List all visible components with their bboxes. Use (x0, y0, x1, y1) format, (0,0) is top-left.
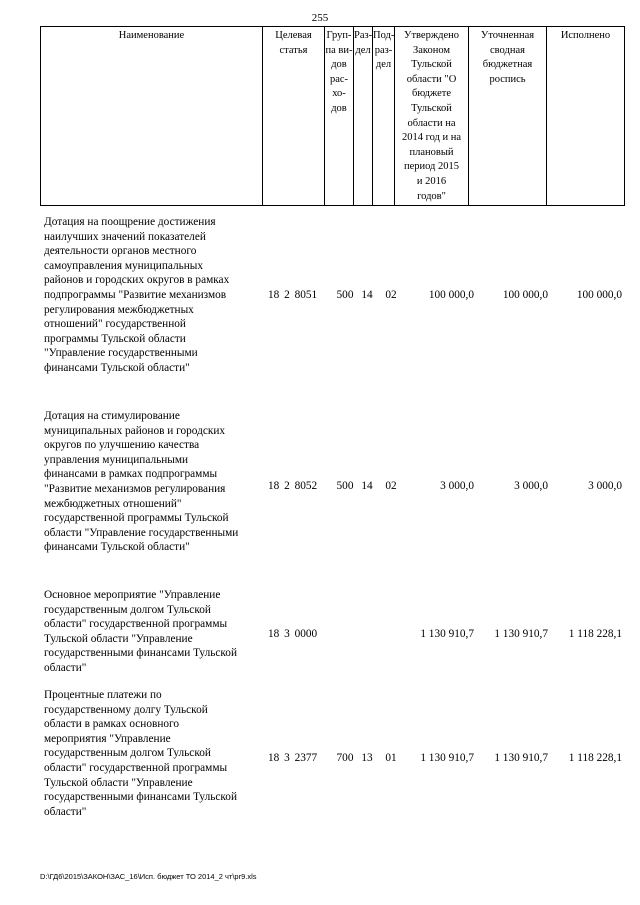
row-executed: 1 118 228,1 (568, 628, 622, 640)
text-line: области" (44, 661, 87, 674)
row-section: 14 (361, 289, 373, 301)
header-target-article (263, 27, 325, 206)
text-line: Целевая (275, 30, 312, 41)
page-number: 255 (311, 12, 329, 24)
table-header (40, 26, 625, 206)
text-line: роспись (489, 73, 526, 85)
row-subsection: 02 (385, 480, 397, 492)
text-line: па ви- (325, 44, 353, 56)
text-line: управления муниципальными (44, 453, 189, 466)
text-line: и 2016 (416, 175, 447, 187)
text-line: статья (279, 44, 308, 56)
text-line: регулирования межбюджетных (44, 303, 194, 316)
row-expense-group: 700 (336, 752, 354, 764)
row-specified: 1 130 910,7 (494, 628, 548, 640)
text-line: сводная (490, 44, 525, 56)
text-line: округов по улучшению качества (44, 439, 200, 452)
text-line: области "О (406, 73, 457, 85)
text-line: государственной программы Тульской (44, 512, 229, 525)
text-line: области на (407, 117, 456, 129)
text-line: области" государственной программы (44, 618, 228, 631)
text-line: 2014 год и на (401, 132, 462, 144)
header-subsection (373, 27, 395, 206)
row-approved: 3 000,0 (440, 480, 474, 492)
text-line: раз- (374, 44, 393, 56)
text-line: Под- (373, 30, 395, 41)
row-approved: 1 130 910,7 (420, 628, 474, 640)
text-line: Тульской (411, 102, 452, 114)
text-line: "Управление государственными (44, 347, 198, 360)
file-path-footer: D:\ГД6\2015\ЗАКОН\ЗАС_16\Исп. бюджет ТО 2014_2 чт\pr9.xls (40, 872, 257, 881)
text-line: Наименование (118, 30, 185, 41)
row-target-article: 18 3 2377 (268, 752, 318, 764)
header-approved (395, 27, 469, 206)
header-specified-budget (469, 27, 547, 206)
text-line: бюджете (411, 88, 452, 100)
text-line: государственными финансами Тульской (44, 647, 237, 660)
text-line: деятельности органов местного (44, 245, 197, 258)
text-line: области" (44, 805, 87, 818)
text-line: государственным долгом Тульской (44, 747, 211, 760)
row-expense-group: 500 (336, 480, 354, 492)
row-executed: 3 000,0 (588, 480, 622, 492)
row-subsection: 02 (385, 289, 397, 301)
text-line: программы Тульской области (44, 332, 186, 345)
text-line: дов (331, 102, 347, 114)
row-section: 13 (361, 752, 373, 764)
text-line: Тульской (411, 59, 452, 71)
row-target-article: 18 2 8052 (268, 480, 318, 492)
text-line: области "Управление государственными (44, 526, 239, 539)
row-specified: 100 000,0 (502, 289, 548, 301)
text-line: государственными финансами Тульской (44, 791, 237, 804)
header-name (41, 27, 263, 206)
row-specified: 3 000,0 (514, 480, 548, 492)
text-line: финансами в рамках подпрограммы (44, 468, 218, 481)
header-expense-group (325, 27, 354, 206)
text-line: наилучших значений показателей (44, 230, 206, 243)
text-line: Исполнено (560, 30, 611, 41)
row-approved: 1 130 910,7 (420, 752, 474, 764)
text-line: отношений" государственной (44, 318, 186, 331)
text-line: Утверждено (404, 30, 459, 41)
text-line: годов" (417, 190, 446, 202)
text-line: Процентные платежи по (44, 689, 162, 701)
text-line: самоуправления муниципальных (44, 259, 204, 272)
text-line: Дотация на поощрение достижения (44, 216, 216, 228)
row-executed: 1 118 228,1 (568, 752, 622, 764)
text-line: дел (375, 59, 392, 71)
row-target-article: 18 3 0000 (268, 628, 318, 640)
text-line: Тульской области "Управление (44, 632, 193, 645)
row-target-article: 18 2 8051 (268, 289, 318, 301)
text-line: дов (331, 59, 347, 71)
row-subsection: 01 (385, 752, 397, 764)
row-expense-group: 500 (336, 289, 354, 301)
text-line: Дотация на стимулирование (44, 410, 180, 422)
header-executed (547, 27, 625, 206)
text-line: рас- (329, 73, 349, 85)
text-line: Груп- (326, 30, 352, 41)
text-line: плановый (409, 146, 454, 158)
text-line: финансами Тульской области" (44, 361, 190, 374)
row-executed: 100 000,0 (576, 289, 622, 301)
text-line: области в рамках основного (44, 718, 180, 731)
text-line: Законом (412, 44, 451, 56)
text-line: Тульской области "Управление (44, 776, 193, 789)
text-line: мероприятия "Управление (44, 732, 171, 745)
text-line: государственному долгу Тульской (44, 703, 208, 716)
text-line: период 2015 (403, 161, 460, 173)
text-line: Уточненная (480, 30, 535, 41)
text-line: Раз- (354, 30, 373, 41)
row-specified: 1 130 910,7 (494, 752, 548, 764)
header-section (354, 27, 373, 206)
text-line: хо- (332, 88, 346, 100)
row-section: 14 (361, 480, 373, 492)
text-line: бюджетная (482, 59, 533, 71)
text-line: "Развитие механизмов регулирования (44, 482, 226, 495)
text-line: Основное мероприятие "Управление (44, 589, 221, 601)
text-line: финансами Тульской области" (44, 541, 190, 554)
text-line: межбюджетных отношений" (44, 497, 182, 510)
row-approved: 100 000,0 (428, 289, 474, 301)
text-line: области" государственной программы (44, 761, 228, 774)
text-line: районов и городских округов в рамках (44, 274, 230, 287)
text-line: муниципальных районов и городских (44, 424, 226, 437)
text-line: дел (355, 44, 371, 56)
text-line: подпрограммы "Развитие механизмов (44, 288, 227, 301)
text-line: государственным долгом Тульской (44, 603, 211, 616)
